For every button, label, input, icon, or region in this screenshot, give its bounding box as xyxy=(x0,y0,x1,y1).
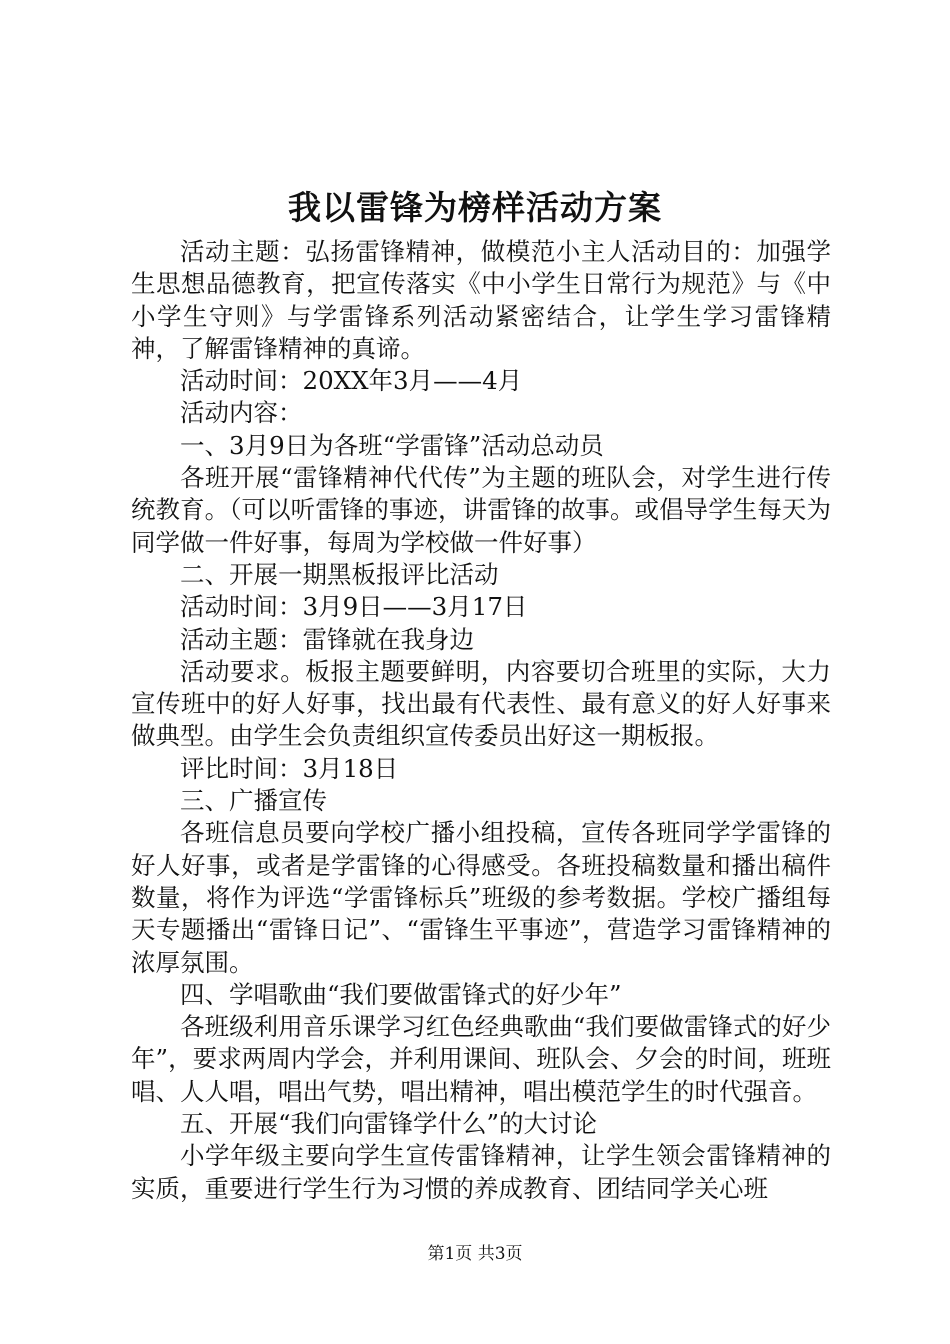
section-heading: 五、开展“我们向雷锋学什么”的大讨论 xyxy=(180,1109,598,1139)
section-heading: 四、学唱歌曲“我们要做雷锋式的好少年” xyxy=(180,979,622,1009)
paragraph: 活动时间：20XX年3月——4月 xyxy=(180,366,523,396)
paragraph: 活动内容： xyxy=(180,398,303,428)
paragraph: 活动主题：弘扬雷锋精神，做模范小主人活动目的：加强学生思想品德教育，把宣传落实《中小学生日常行为规范》与《中小学生守则》与学雷锋系列活动紧密结合，让学生学习雷锋精神，了解雷锋精神的真谛。 xyxy=(131,237,831,363)
paragraph: 活动时间：3月9日——3月17日 xyxy=(180,592,528,622)
page-number: 第1页 共3页 xyxy=(427,1244,523,1264)
paragraph: 各班级利用音乐课学习红色经典歌曲“我们要做雷锋式的好少年”，要求两周内学会，并利用课间、班队会、夕会的时间，班班唱、人人唱，唱出气势，唱出精神，唱出模范学生的时代强音。 xyxy=(131,1012,831,1106)
paragraph: 活动要求。板报主题要鲜明，内容要切合班里的实际，大力宣传班中的好人好事，找出最有代表性、最有意义的好人好事来做典型。由学生会负责组织宣传委员出好这一期板报。 xyxy=(131,656,831,751)
section-heading: 三、广播宣传 xyxy=(180,786,327,816)
paragraph: 各班信息员要向学校广播小组投稿，宣传各班同学学雷锋的好人好事，或者是学雷锋的心得感受。各班投稿数量和播出稿件数量，将作为评选“学雷锋标兵”班级的参考数据。学校广播组每天专题播出“雷锋日记”、“雷锋生平事迹”，营造学习雷锋精神的浓厚氛围。 xyxy=(131,818,831,977)
document-body xyxy=(131,236,831,1205)
section-heading: 二、开展一期黑板报评比活动 xyxy=(180,559,499,589)
paragraph: 活动主题：雷锋就在我身边 xyxy=(180,624,474,654)
paragraph: 各班开展“雷锋精神代代传”为主题的班队会，对学生进行传统教育。（可以听雷锋的事迹，讲雷锋的故事。或倡导学生每天为同学做一件好事，每周为学校做一件好事） xyxy=(131,463,831,557)
document-title: 我以雷锋为榜样活动方案 xyxy=(288,188,662,227)
section-heading: 一、3月9日为各班“学雷锋”活动总动员 xyxy=(180,430,604,460)
paragraph: 小学年级主要向学生宣传雷锋精神，让学生领会雷锋精神的实质，重要进行学生行为习惯的养成教育、团结同学关心班 xyxy=(131,1141,831,1203)
paragraph: 评比时间：3月18日 xyxy=(180,753,399,783)
